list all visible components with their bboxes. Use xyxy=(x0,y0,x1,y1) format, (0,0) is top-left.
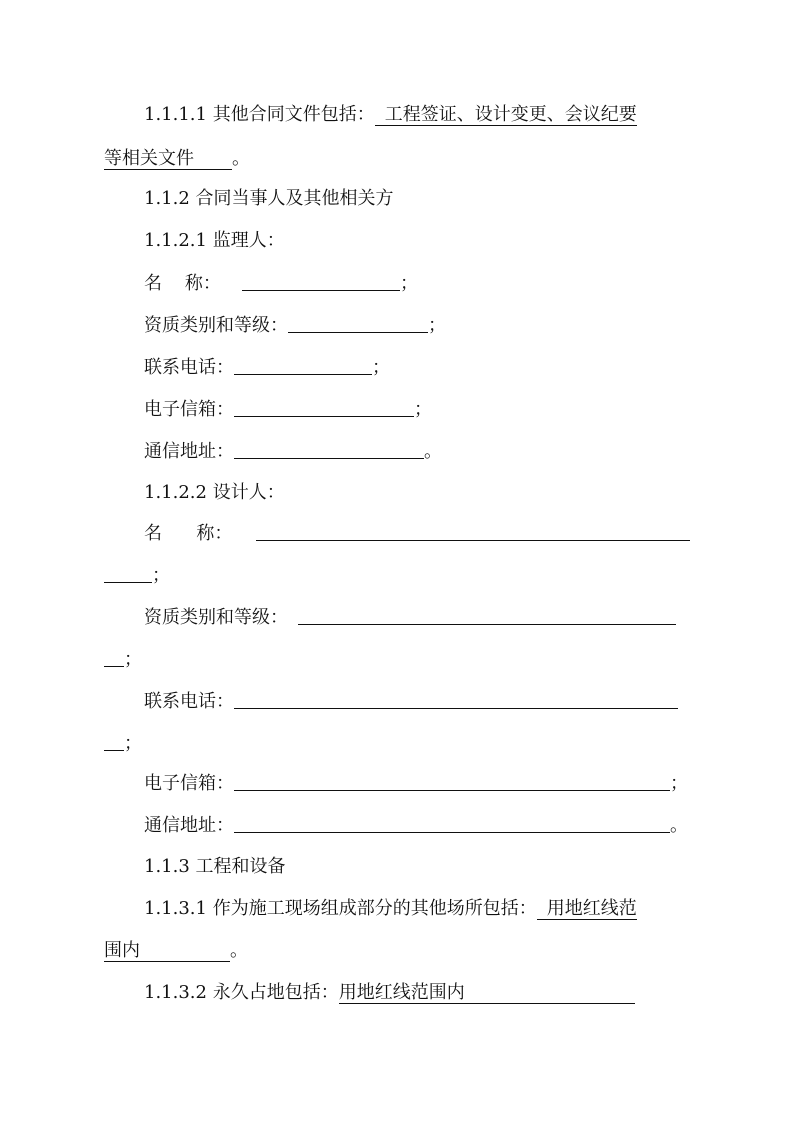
supervisor-email-label: 电子信箱： xyxy=(144,399,234,420)
supervisor-address-label: 通信地址： xyxy=(144,441,234,462)
supervisor-phone-row xyxy=(144,356,390,379)
designer-qualification-field[interactable] xyxy=(298,606,676,625)
clause-1111-value-part1: 工程签证、设计变更、会议纪要 xyxy=(375,105,637,126)
designer-phone-row xyxy=(144,690,678,713)
designer-email-semicolon: ； xyxy=(670,773,688,794)
supervisor-phone-semicolon: ； xyxy=(372,357,390,378)
designer-name-field[interactable] xyxy=(256,522,690,541)
designer-email-row xyxy=(144,772,688,795)
clause-1111-cont xyxy=(104,148,250,170)
supervisor-email-semicolon: ； xyxy=(414,399,432,420)
designer-phone-semicolon: ； xyxy=(124,733,142,754)
designer-address-label: 通信地址： xyxy=(144,815,234,836)
supervisor-qualification-field[interactable] xyxy=(288,314,428,333)
designer-email-field[interactable] xyxy=(234,772,670,791)
supervisor-address-row xyxy=(144,440,442,463)
supervisor-qualification-label: 资质类别和等级： xyxy=(144,315,288,336)
supervisor-name-field[interactable] xyxy=(242,272,400,291)
clause-1132-label: 1.1.3.2 永久占地包括： xyxy=(144,982,339,1003)
designer-qualification-row xyxy=(144,606,676,629)
clause-1131-cont xyxy=(104,940,248,962)
designer-address-field[interactable] xyxy=(234,814,670,833)
clause-1131 xyxy=(144,898,637,920)
designer-heading: 1.1.2.2 设计人： xyxy=(144,482,285,503)
supervisor-phone-field[interactable] xyxy=(234,356,372,375)
clause-1111 xyxy=(144,104,637,126)
supervisor-qualification-row xyxy=(144,314,446,337)
clause-1132-value: 用地红线范围内 xyxy=(339,983,635,1004)
clause-1131-value-part1: 用地红线范 xyxy=(537,899,637,920)
section-113-heading: 1.1.3 工程和设备 xyxy=(144,856,286,877)
clause-1111-label: 1.1.1.1 其他合同文件包括： xyxy=(144,104,375,125)
designer-name-cont xyxy=(104,564,170,587)
designer-phone-field-cont[interactable] xyxy=(104,732,124,751)
designer-address-row xyxy=(144,814,688,837)
clause-1131-value-part2: 围内 xyxy=(104,941,230,962)
supervisor-qualification-semicolon: ； xyxy=(428,315,446,336)
clause-1132 xyxy=(144,982,635,1004)
supervisor-address-field[interactable] xyxy=(234,440,424,459)
supervisor-email-field[interactable] xyxy=(234,398,414,417)
designer-qualification-label: 资质类别和等级： xyxy=(144,607,288,628)
clause-1131-label: 1.1.3.1 作为施工现场组成部分的其他场所包括： xyxy=(144,898,537,919)
designer-name-label: 名 称： xyxy=(144,523,233,544)
clause-1131-end: 。 xyxy=(230,940,248,961)
designer-phone-field[interactable] xyxy=(234,690,678,709)
clause-1111-value-part2: 等相关文件 xyxy=(104,149,232,170)
designer-phone-label: 联系电话： xyxy=(144,691,234,712)
supervisor-email-row xyxy=(144,398,432,421)
designer-address-period: 。 xyxy=(670,815,688,836)
supervisor-name-row xyxy=(144,272,418,295)
designer-phone-cont xyxy=(104,732,142,755)
supervisor-heading: 1.1.2.1 监理人： xyxy=(144,230,285,251)
designer-qualification-semicolon: ； xyxy=(124,649,142,670)
designer-qualification-field-cont[interactable] xyxy=(104,648,124,667)
supervisor-name-label: 名 称： xyxy=(144,273,221,294)
supervisor-address-period: 。 xyxy=(424,441,442,462)
designer-name-semicolon: ； xyxy=(152,565,170,586)
section-112-heading: 1.1.2 合同当事人及其他相关方 xyxy=(144,188,394,209)
designer-name-row xyxy=(144,522,690,545)
supervisor-name-semicolon: ； xyxy=(400,273,418,294)
designer-email-label: 电子信箱： xyxy=(144,773,234,794)
designer-name-field-cont[interactable] xyxy=(104,564,152,583)
supervisor-phone-label: 联系电话： xyxy=(144,357,234,378)
clause-1111-end: 。 xyxy=(232,148,250,169)
designer-qualification-cont xyxy=(104,648,142,671)
